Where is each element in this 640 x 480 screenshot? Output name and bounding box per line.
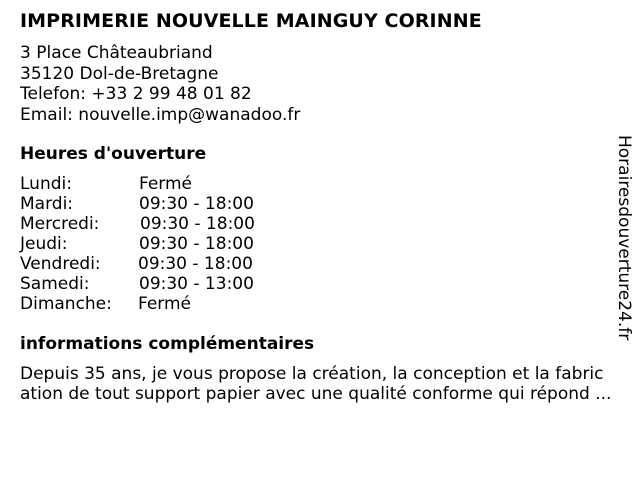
description-line: Depuis 35 ans, je vous propose la création, la conception et la fabric xyxy=(20,364,604,384)
watermark-text: Horairesdouverture24.fr xyxy=(614,135,634,341)
day-hours: 09:30 - 13:00 xyxy=(139,274,254,294)
day-label: Jeudi: xyxy=(20,234,68,254)
business-description xyxy=(20,364,630,404)
day-hours: Fermé xyxy=(138,294,192,314)
contact-block xyxy=(20,43,300,125)
city-postcode: 35120 Dol-de-Bretagne xyxy=(20,63,219,84)
email-address: Email: nouvelle.imp@wanadoo.fr xyxy=(20,104,301,125)
day-label: Dimanche: xyxy=(20,294,112,314)
street-address: 3 Place Châteaubriand xyxy=(20,43,213,63)
description-line: ation de tout support papier avec une qualité conforme qui répond ... xyxy=(20,384,612,404)
day-hours: 09:30 - 18:00 xyxy=(138,254,253,274)
additional-info-heading: informations complémentaires xyxy=(20,334,315,354)
day-hours: 09:30 - 18:00 xyxy=(139,194,254,214)
day-hours: 09:30 - 18:00 xyxy=(139,234,254,254)
day-hours: Fermé xyxy=(139,174,193,194)
business-name: IMPRIMERIE NOUVELLE MAINGUY CORINNE xyxy=(20,10,482,32)
day-label: Mercredi: xyxy=(20,214,100,234)
day-label: Lundi: xyxy=(20,174,72,194)
opening-hours-heading: Heures d'ouverture xyxy=(20,144,207,164)
day-label: Vendredi: xyxy=(20,254,101,274)
day-label: Samedi: xyxy=(20,274,90,294)
site-watermark xyxy=(612,135,636,375)
day-hours: 09:30 - 18:00 xyxy=(140,214,255,234)
phone-number: Telefon: +33 2 99 48 01 82 xyxy=(20,84,252,104)
day-label: Mardi: xyxy=(20,194,74,214)
